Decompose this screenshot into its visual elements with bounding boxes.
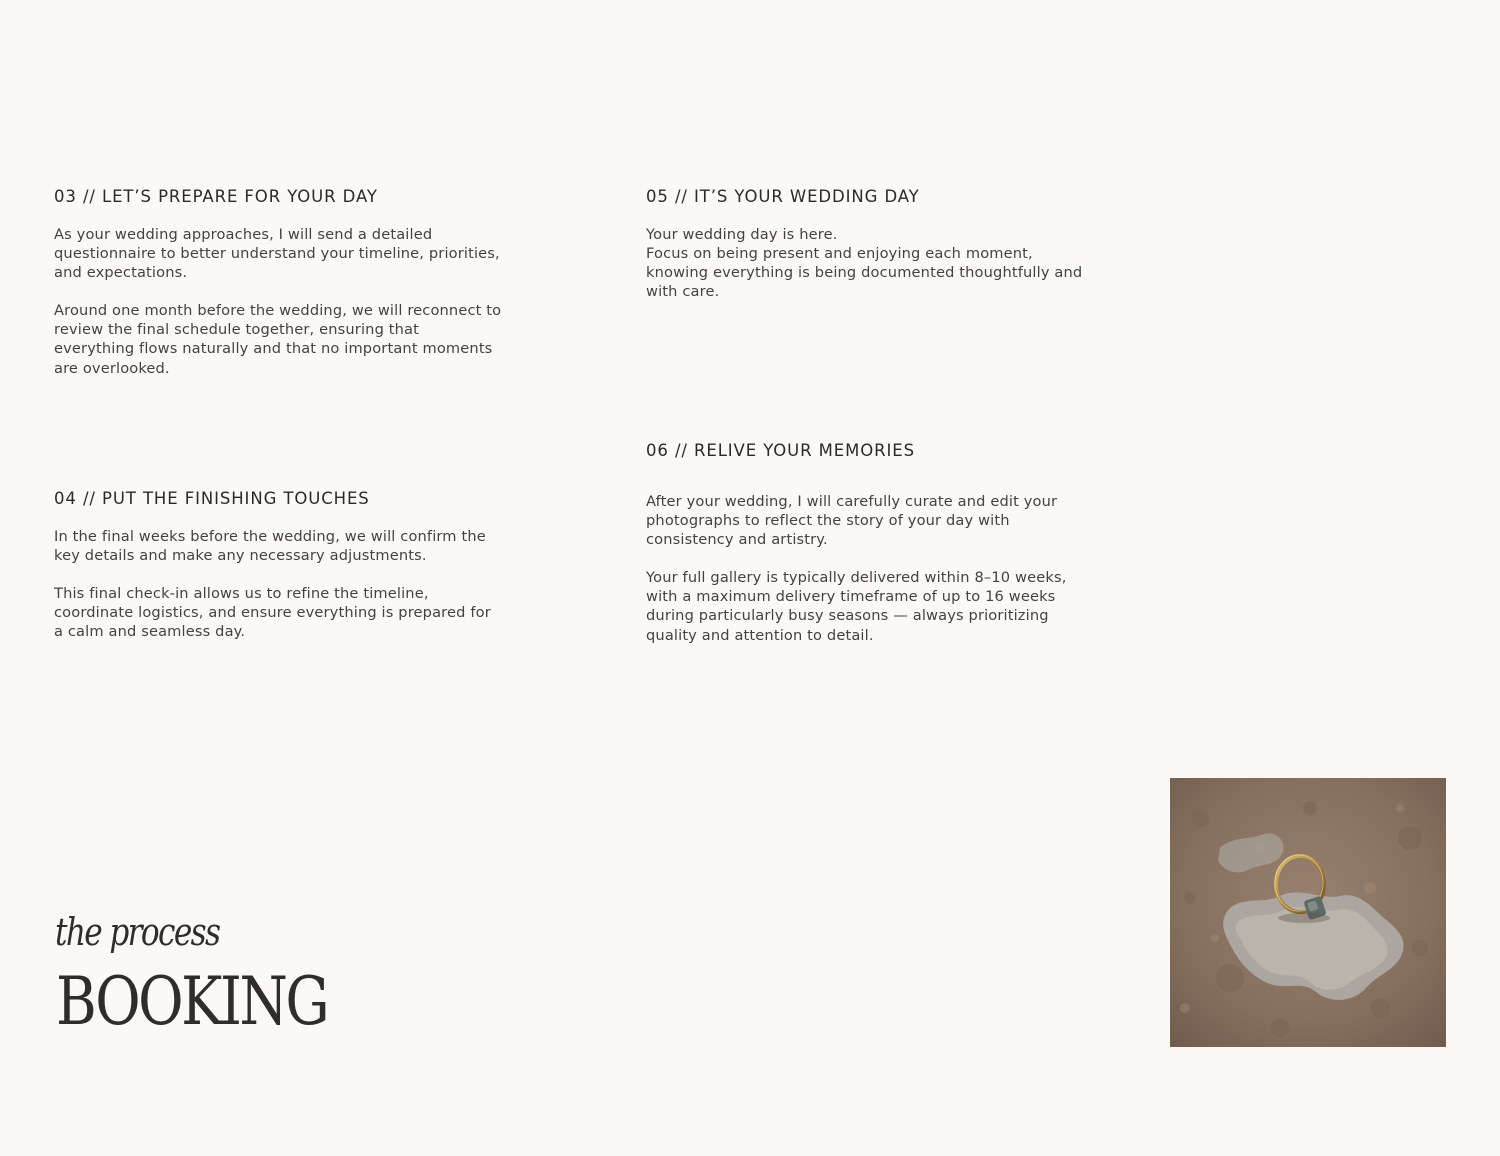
step-06-relive-memories	[646, 441, 1086, 645]
step-03-paragraph-2: Around one month before the wedding, we will reconnect to review the final schedule together, ensuring that everything flows naturally and that no important moments are overlooked.	[54, 302, 502, 377]
step-04-finishing-touches	[54, 489, 504, 641]
step-04-paragraph-2: This final check-in allows us to refine the timeline, coordinate logistics, and ensure everything is prepared for a calm and seamless day.	[54, 585, 491, 641]
step-03-heading: 03 // LET’S PREPARE FOR YOUR DAY	[54, 187, 378, 206]
step-06-paragraph-1: After your wedding, I will carefully curate and edit your photographs to reflect the story of your day with consistency and artistry.	[646, 493, 1058, 549]
step-04-paragraph-1: In the final weeks before the wedding, we will confirm the key details and make any necessary adjustments.	[54, 528, 486, 565]
step-06-paragraph-2: Your full gallery is typically delivered within 8–10 weeks, with a maximum delivery timeframe of up to 16 weeks during particularly busy seasons — always prioritizing quality and attention to detail.	[646, 569, 1067, 644]
step-05-paragraph-2: Focus on being present and enjoying each moment, knowing everything is being documented thoughtfully and with care.	[646, 245, 1083, 301]
section-title: BOOKING	[56, 963, 328, 1040]
ring-on-stone-photo	[1170, 778, 1446, 1047]
step-05-wedding-day	[646, 187, 1096, 301]
step-06-heading: 06 // RELIVE YOUR MEMORIES	[646, 441, 915, 460]
step-05-paragraph-1: Your wedding day is here.	[646, 226, 838, 243]
section-subtitle: the process	[55, 910, 220, 954]
step-03-prepare	[54, 187, 504, 378]
step-03-paragraph-1: As your wedding approaches, I will send a detailed questionnaire to better understand your timeline, priorities, and expectations.	[54, 226, 500, 282]
step-04-heading: 04 // PUT THE FINISHING TOUCHES	[54, 489, 370, 508]
step-05-heading: 05 // IT’S YOUR WEDDING DAY	[646, 187, 920, 206]
